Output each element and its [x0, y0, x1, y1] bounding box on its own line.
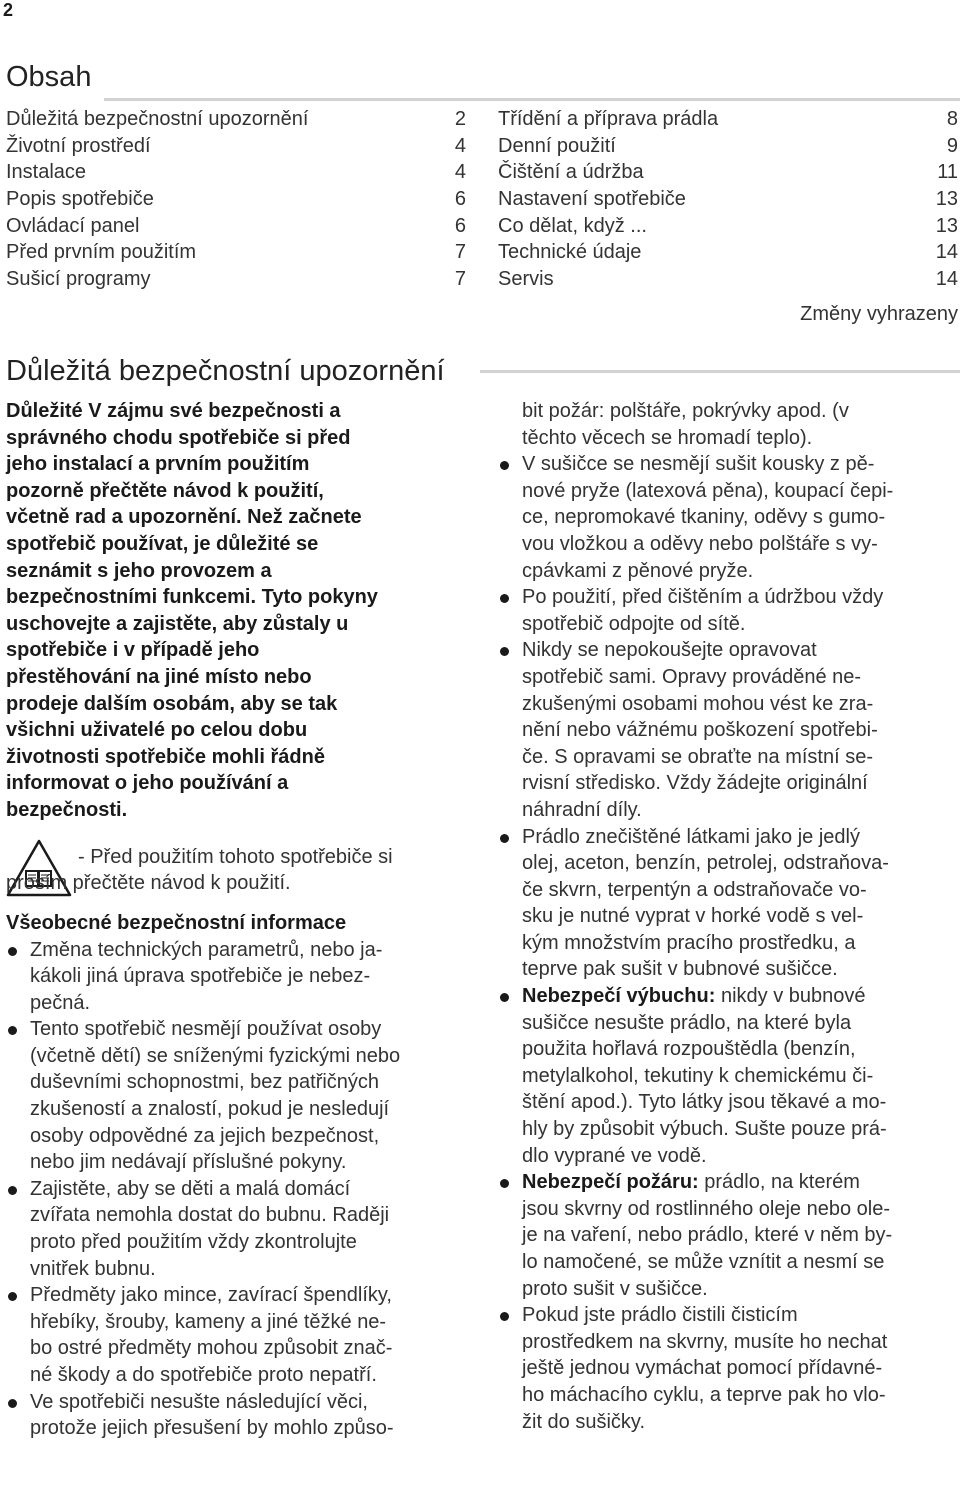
bullet-line: (včetně dětí) se sníženými fyzickými nebo — [30, 1044, 401, 1067]
bullet-line: žit do sušičky. — [522, 1410, 645, 1433]
title-rule — [104, 98, 960, 101]
toc-entry-page: 4 — [454, 161, 466, 184]
toc-entry-label: Ovládací panel — [6, 214, 140, 237]
toc-entry-page: 11 — [937, 161, 958, 184]
toc-left-column — [6, 106, 466, 293]
bullet-line: nebo jim nedávají příslušné pokyny. — [30, 1151, 347, 1174]
bullet-line: hřebíky, šrouby, kameny a jiné těžké ne- — [30, 1310, 387, 1333]
toc-entry-label: Instalace — [6, 161, 87, 184]
toc-entry-label: Co dělat, když ... — [498, 214, 647, 237]
bullet-line: proto před použitím vždy zkontrolujte — [30, 1231, 357, 1254]
bullet-line: Prádlo znečištěné látkami jako je jedlý — [522, 825, 860, 848]
toc-entry-page: 9 — [946, 134, 958, 157]
bullet-item — [498, 1169, 960, 1302]
right-column — [498, 398, 960, 1435]
toc-entry — [498, 186, 958, 213]
toc-entry — [6, 133, 466, 160]
intro-paragraph — [6, 398, 476, 824]
intro-line: bezpečnosti. — [6, 798, 128, 821]
bullet-line: nění nebo vážnému poškození spotřebi- — [522, 719, 878, 742]
general-safety-heading: Všeobecné bezpečnostní informace — [6, 911, 347, 934]
bullet-line: zkušenými osobami mohou vést ke zra- — [522, 692, 874, 715]
bullet-line: ještě jednou vymáchat pomocí přídavné- — [522, 1357, 883, 1380]
bullet-line: vnitřek bubnu. — [30, 1257, 156, 1280]
bullet-line: hly by způsobit výbuch. Sušte pouze prá- — [522, 1118, 887, 1141]
toc-entry-label: Servis — [498, 268, 554, 291]
toc-entry — [498, 106, 958, 133]
intro-line: Důležité V zájmu své bezpečnosti a — [6, 400, 341, 422]
toc-entry-page: 6 — [454, 188, 466, 211]
toc-entry-page: 8 — [946, 108, 958, 130]
toc-entry-label: Denní použití — [498, 134, 616, 157]
bullet-line: kým množstvím pracího prostředku, a — [522, 931, 856, 954]
left-column — [6, 398, 476, 1442]
bullet-line: zvířata nemohla dostat do bubnu. Raději — [30, 1204, 390, 1227]
toc-entry-label: Nastavení spotřebiče — [498, 188, 686, 211]
toc-entry — [498, 213, 958, 240]
bullet-line: náhradní díly. — [522, 798, 642, 821]
left-bullet-list — [6, 937, 476, 1442]
intro-line: jeho instalací a prvním použitím — [6, 453, 310, 476]
bullet-line: teprve pak sušit v bubnové sušičce. — [522, 958, 838, 981]
toc-right-column — [498, 106, 958, 293]
bullet-line: né škody a do spotřebiče proto nepatří. — [30, 1364, 377, 1386]
toc-entry-label: Důležitá bezpečnostní upozornění — [6, 108, 309, 130]
bullet-line: kákoli jiná úprava spotřebiče je nebez- — [30, 965, 371, 988]
page-number: 2 — [3, 0, 14, 20]
bullet-line: pečná. — [30, 991, 91, 1014]
manual-note-line-2: prosím přečtěte návod k použití. — [6, 872, 291, 895]
bullet-line: spotřebič odpojte od sítě. — [522, 612, 746, 635]
bullet-line: Změna technických parametrů, nebo ja- — [30, 938, 383, 961]
manual-note — [6, 844, 476, 897]
intro-line: přestěhování na jiné místo nebo — [6, 665, 312, 688]
bullet-line: použita hořlavá rozpouštědla (benzín, — [522, 1038, 856, 1061]
intro-line: pozorně přečtěte návod k použití, — [6, 479, 324, 502]
bullet-line: duševními schopnostmi, bez patřičných — [30, 1071, 380, 1094]
bullet-bold-label: Nebezpečí požáru: — [522, 1171, 699, 1194]
intro-line: všichni uživatelé po celou dobu — [6, 719, 308, 742]
bullet-line: dlo vyprané ve vodě. — [522, 1144, 707, 1167]
toc-entry-label: Životní prostředí — [6, 134, 151, 157]
bullet-line: če skvrn, terpentýn a odstraňovače vo- — [522, 878, 867, 901]
bullet-item — [6, 1176, 476, 1282]
toc-entry-page: 14 — [935, 268, 958, 291]
intro-line: bezpečnostními funkcemi. Tyto pokyny — [6, 586, 378, 609]
bullet-line: sku je nutné vyprat v horké vodě s vel- — [522, 905, 864, 928]
bullet-item — [498, 637, 960, 823]
intro-line: spotřebiče i v případě jeho — [6, 639, 260, 662]
toc-entry — [6, 159, 466, 186]
bullet-item — [6, 1282, 476, 1388]
bullet-first-rest: prádlo, na kterém — [698, 1171, 860, 1194]
toc-entry-label: Technické údaje — [498, 241, 642, 264]
toc-entry — [498, 159, 958, 186]
bullet-item — [6, 1016, 476, 1176]
toc-entry-label: Před prvním použitím — [6, 241, 197, 264]
intro-line: seznámit s jeho provozem a — [6, 559, 272, 582]
toc-entry-page: 6 — [454, 214, 466, 237]
bullet-line: V sušičce se nesmějí sušit kousky z pě- — [522, 453, 875, 476]
intro-line: informovat o jeho používání a — [6, 772, 289, 795]
bullet-line: metylalkohol, tekutiny k chemickému či- — [522, 1064, 874, 1087]
bullet-line: cpávkami z pěnové pryže. — [522, 559, 754, 582]
toc-entry-page: 4 — [454, 134, 466, 157]
bullet-line: Po použití, před čištěním a údržbou vždy — [522, 586, 884, 609]
bullet-line: bo ostré předměty mohou způsobit znač- — [30, 1337, 393, 1360]
toc-entry — [498, 133, 958, 160]
changes-note: Změny vyhrazeny — [800, 303, 958, 325]
toc-entry-page: 7 — [454, 241, 466, 264]
intro-line: prodeje dalším osobám, aby se tak — [6, 692, 338, 715]
bullet-line: Pokud jste prádlo čistili čisticím — [522, 1304, 798, 1327]
bullet-line: štění apod.). Tyto látky jsou těkavé a mo- — [522, 1091, 887, 1114]
bullet-line: rvisní středisko. Vždy žádejte originální — [522, 772, 868, 795]
bullet-item — [498, 1302, 960, 1435]
bullet-line: olej, aceton, benzín, petrolej, odstraňova- — [522, 852, 889, 875]
bullet-line: sušičce nesušte prádlo, na které byla — [522, 1011, 852, 1034]
bullet-line: protože jejich přesušení by mohlo způso- — [30, 1417, 394, 1440]
bullet-line: ho máchacího cyklu, a teprve pak ho vlo- — [522, 1383, 886, 1406]
toc-entry — [6, 266, 466, 293]
bullet-line: osoby odpovědné za jejich bezpečnost, — [30, 1124, 380, 1147]
bullet-line: proto sušit v sušičce. — [522, 1277, 708, 1300]
toc-entry-page: 14 — [935, 241, 958, 264]
intro-line: uschovejte a zajistěte, aby zůstaly u — [6, 612, 349, 635]
bullet-line: jsou skvrny od rostlinného oleje nebo ole- — [522, 1197, 890, 1220]
bullet-line: Předměty jako mince, zavírací špendlíky, — [30, 1284, 392, 1307]
toc-entry-page: 2 — [454, 108, 466, 130]
continued-line: bit požár: polštáře, pokrývky apod. (v — [522, 400, 849, 422]
bullet-line: Tento spotřebič nesmějí používat osoby — [30, 1018, 382, 1041]
bullet-line: Nikdy se nepokoušejte opravovat — [522, 639, 817, 662]
toc-entry-page: 13 — [935, 188, 958, 211]
bullet-line — [522, 1169, 960, 1196]
bullet-line: nové pryže (latexová pěna), koupací čepi- — [522, 479, 894, 502]
bullet-item — [498, 451, 960, 584]
bullet-line: vou vložkou a oděvy nebo polštáře s vy- — [522, 532, 878, 555]
toc-entry — [6, 106, 466, 133]
intro-line: životnosti spotřebiče mohli řádně — [6, 745, 325, 768]
section-rule — [480, 370, 960, 373]
continued-line: těchto věcech se hromadí teplo). — [522, 426, 813, 449]
toc-entry-label: Čištění a údržba — [498, 161, 644, 184]
bullet-line: prostředkem na skvrny, musíte ho nechat — [522, 1330, 888, 1353]
toc-entry — [6, 186, 466, 213]
bullet-line: zkušeností a znalostí, pokud je nesledují — [30, 1098, 390, 1121]
bullet-line: je na vaření, nebo prádlo, které v něm by- — [522, 1224, 893, 1247]
bullet-item — [498, 584, 960, 637]
bullet-item — [6, 937, 476, 1017]
bullet-line — [522, 983, 960, 1010]
toc-entry — [498, 266, 958, 293]
bullet-line: Zajistěte, aby se děti a malá domácí — [30, 1177, 351, 1200]
toc-entry — [6, 213, 466, 240]
manual-note-line-1: - Před použitím tohoto spotřebiče si — [78, 845, 393, 868]
bullet-item — [6, 1389, 476, 1442]
toc-entry-label: Třídění a příprava prádla — [498, 108, 719, 130]
bullet-item — [498, 824, 960, 984]
continued-text — [498, 398, 960, 451]
toc-entry — [6, 239, 466, 266]
intro-line: správného chodu spotřebiče si před — [6, 426, 351, 449]
bullet-line: ce, nepromokavé tkaniny, oděvy s gumo- — [522, 506, 886, 529]
bullet-item — [498, 983, 960, 1169]
bullet-first-rest: nikdy v bubnové — [715, 985, 866, 1008]
section-title: Důležitá bezpečnostní upozornění — [6, 355, 445, 387]
intro-line: včetně rad a upozornění. Než začnete — [6, 506, 362, 529]
toc-entry — [498, 239, 958, 266]
toc-entry-page: 7 — [454, 268, 466, 291]
toc-entry-page: 13 — [935, 214, 958, 237]
right-bullet-list — [498, 451, 960, 1435]
intro-line: spotřebič používat, je důležité se — [6, 532, 319, 555]
toc-entry-label: Sušicí programy — [6, 268, 151, 291]
bullet-bold-label: Nebezpečí výbuchu: — [522, 985, 716, 1008]
bullet-line: če. S opravami se obraťte na místní se- — [522, 745, 873, 768]
bullet-line: lo namočené, se může vznítit a nesmí se — [522, 1251, 885, 1273]
bullet-line: Ve spotřebiči nesušte následující věci, — [30, 1390, 368, 1413]
page-title: Obsah — [6, 61, 92, 93]
toc-entry-label: Popis spotřebiče — [6, 188, 154, 211]
bullet-line: spotřebič sami. Opravy prováděné ne- — [522, 665, 862, 688]
